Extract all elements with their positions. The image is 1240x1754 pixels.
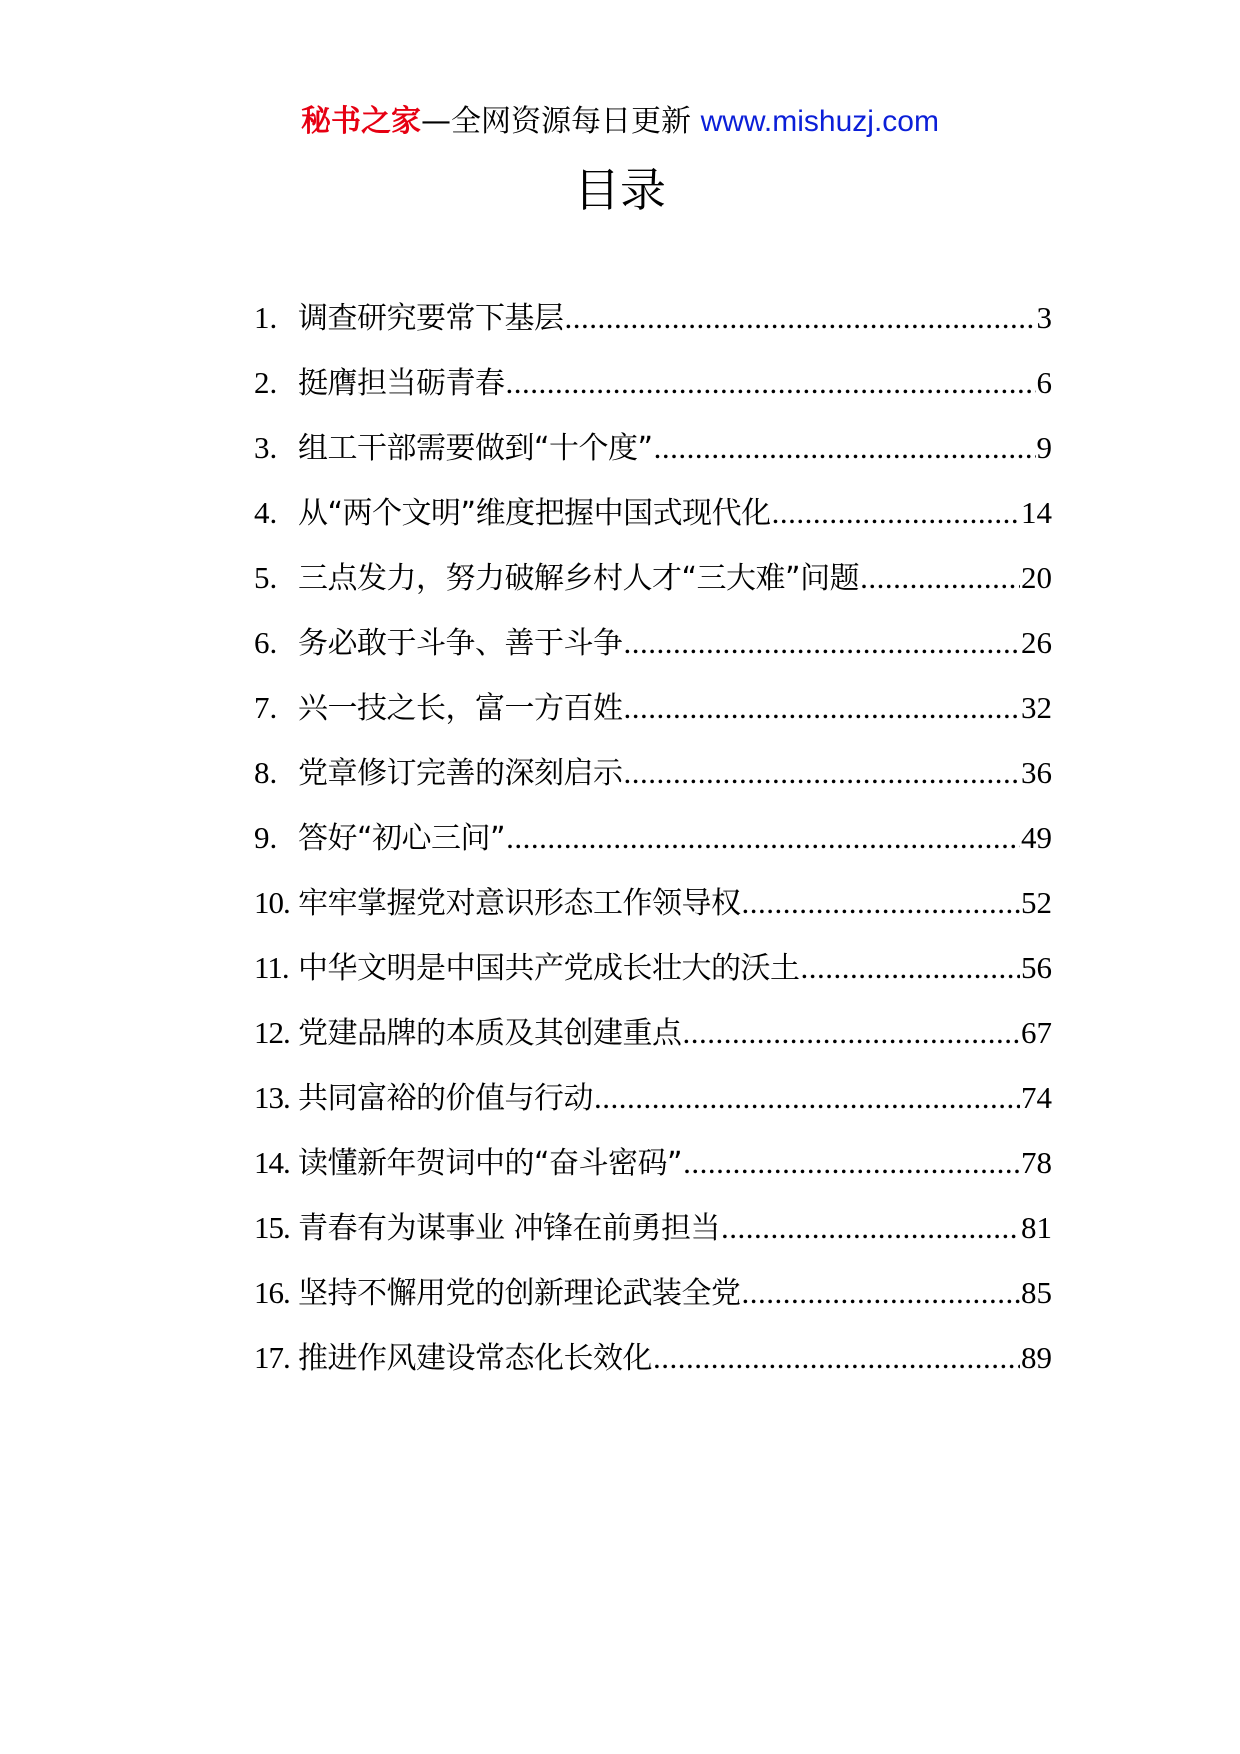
toc-entry-title: 青春有为谋事业 冲锋在前勇担当 (298, 1211, 721, 1246)
toc-entry-number: 7. (254, 690, 278, 725)
toc-entry[interactable] (254, 1336, 1052, 1401)
toc-entry-title: 读懂新年贺词中的“奋斗密码” (298, 1146, 683, 1181)
toc-entry-title: 党章修订完善的深刻启示 (298, 756, 623, 791)
toc-entry-page-number: 20 (1021, 560, 1052, 595)
toc-entry[interactable] (254, 686, 1052, 751)
toc-entry-page-number: 26 (1021, 625, 1052, 660)
toc-entry-page-number: 49 (1021, 820, 1052, 855)
toc-entry-title: 挺膺担当砺青春 (298, 366, 505, 401)
banner-slogan: —全网资源每日更新 (421, 104, 701, 139)
toc-entry-title: 调查研究要常下基层 (298, 301, 564, 336)
toc-entry[interactable] (254, 881, 1052, 946)
toc-dot-leader (506, 361, 1036, 405)
toc-dot-leader (772, 491, 1020, 535)
toc-entry-page-number: 14 (1021, 495, 1052, 530)
toc-entry[interactable] (254, 556, 1052, 621)
toc-entry-page-number: 74 (1021, 1080, 1052, 1115)
toc-dot-leader (801, 946, 1021, 990)
toc-entry-number: 9. (254, 820, 278, 855)
toc-entry-title: 党建品牌的本质及其创建重点 (298, 1016, 682, 1051)
toc-entry-page-number: 56 (1021, 950, 1052, 985)
toc-entry-number: 15. (254, 1210, 290, 1245)
toc-entry[interactable] (254, 1011, 1052, 1076)
toc-entry-title: 中华文明是中国共产党成长壮大的沃土 (298, 951, 800, 986)
toc-entry[interactable] (254, 1206, 1052, 1271)
site-url-link[interactable]: www.mishuzj.com (700, 105, 939, 138)
toc-entry-page-number: 3 (1036, 300, 1052, 335)
toc-entry-title: 共同富裕的价值与行动 (298, 1081, 593, 1116)
toc-entry-title: 从“两个文明”维度把握中国式现代化 (298, 496, 771, 531)
toc-dot-leader (683, 1141, 1020, 1185)
toc-entry-title: 推进作风建设常态化长效化 (298, 1341, 652, 1376)
toc-entry-title: 兴一技之长，富一方百姓 (298, 691, 623, 726)
toc-entry[interactable] (254, 491, 1052, 556)
toc-entry-title: 三点发力，努力破解乡村人才“三大难”问题 (298, 561, 860, 596)
toc-dot-leader (506, 816, 1020, 860)
toc-entry-page-number: 52 (1021, 885, 1052, 920)
toc-entry-page-number: 6 (1036, 365, 1052, 400)
toc-entry-page-number: 78 (1021, 1145, 1052, 1180)
toc-entry-page-number: 85 (1021, 1275, 1052, 1310)
toc-entry-title: 务必敢于斗争、善于斗争 (298, 626, 623, 661)
toc-dot-leader (721, 1206, 1020, 1250)
toc-entry-title: 坚持不懈用党的创新理论武装全党 (298, 1276, 741, 1311)
toc-entry[interactable] (254, 1271, 1052, 1336)
toc-dot-leader (594, 1076, 1020, 1120)
toc-entry-number: 11. (254, 950, 289, 985)
toc-dot-leader (653, 1336, 1020, 1380)
toc-entry[interactable] (254, 816, 1052, 881)
toc-entry-number: 12. (254, 1015, 290, 1050)
table-of-contents (254, 296, 1052, 1401)
toc-entry-number: 4. (254, 495, 278, 530)
toc-entry-number: 8. (254, 755, 278, 790)
toc-entry[interactable] (254, 751, 1052, 816)
toc-entry-page-number: 9 (1036, 430, 1052, 465)
toc-entry-page-number: 67 (1021, 1015, 1052, 1050)
toc-entry-number: 14. (254, 1145, 290, 1180)
toc-entry-title: 组工干部需要做到“十个度” (298, 431, 653, 466)
toc-dot-leader (624, 751, 1021, 795)
toc-dot-leader (742, 881, 1021, 925)
brand-name: 秘书之家 (301, 104, 422, 139)
toc-entry-title: 牢牢掌握党对意识形态工作领导权 (298, 886, 741, 921)
toc-entry[interactable] (254, 426, 1052, 491)
toc-entry-number: 3. (254, 430, 278, 465)
toc-entry-number: 16. (254, 1275, 290, 1310)
toc-entry[interactable] (254, 296, 1052, 361)
toc-entry-page-number: 32 (1021, 690, 1052, 725)
toc-entry-number: 13. (254, 1080, 290, 1115)
toc-dot-leader (742, 1271, 1021, 1315)
toc-dot-leader (624, 686, 1021, 730)
toc-dot-leader (624, 621, 1021, 665)
toc-entry-page-number: 36 (1021, 755, 1052, 790)
toc-dot-leader (860, 556, 1020, 600)
toc-dot-leader (683, 1011, 1021, 1055)
toc-entry-page-number: 81 (1021, 1210, 1052, 1245)
toc-entry-page-number: 89 (1021, 1340, 1052, 1375)
toc-entry[interactable] (254, 946, 1052, 1011)
toc-entry-number: 1. (254, 300, 278, 335)
toc-entry-number: 5. (254, 560, 278, 595)
toc-entry-number: 10. (254, 885, 290, 920)
toc-entry[interactable] (254, 1141, 1052, 1206)
page-title: 目录 (574, 163, 666, 217)
site-banner (0, 102, 1240, 142)
toc-entry[interactable] (254, 361, 1052, 426)
toc-entry[interactable] (254, 621, 1052, 686)
toc-entry-number: 2. (254, 365, 278, 400)
toc-dot-leader (654, 426, 1036, 470)
toc-dot-leader (565, 296, 1036, 340)
toc-entry-number: 6. (254, 625, 278, 660)
toc-entry-number: 17. (254, 1340, 290, 1375)
toc-entry[interactable] (254, 1076, 1052, 1141)
toc-entry-title: 答好“初心三问” (298, 821, 506, 856)
